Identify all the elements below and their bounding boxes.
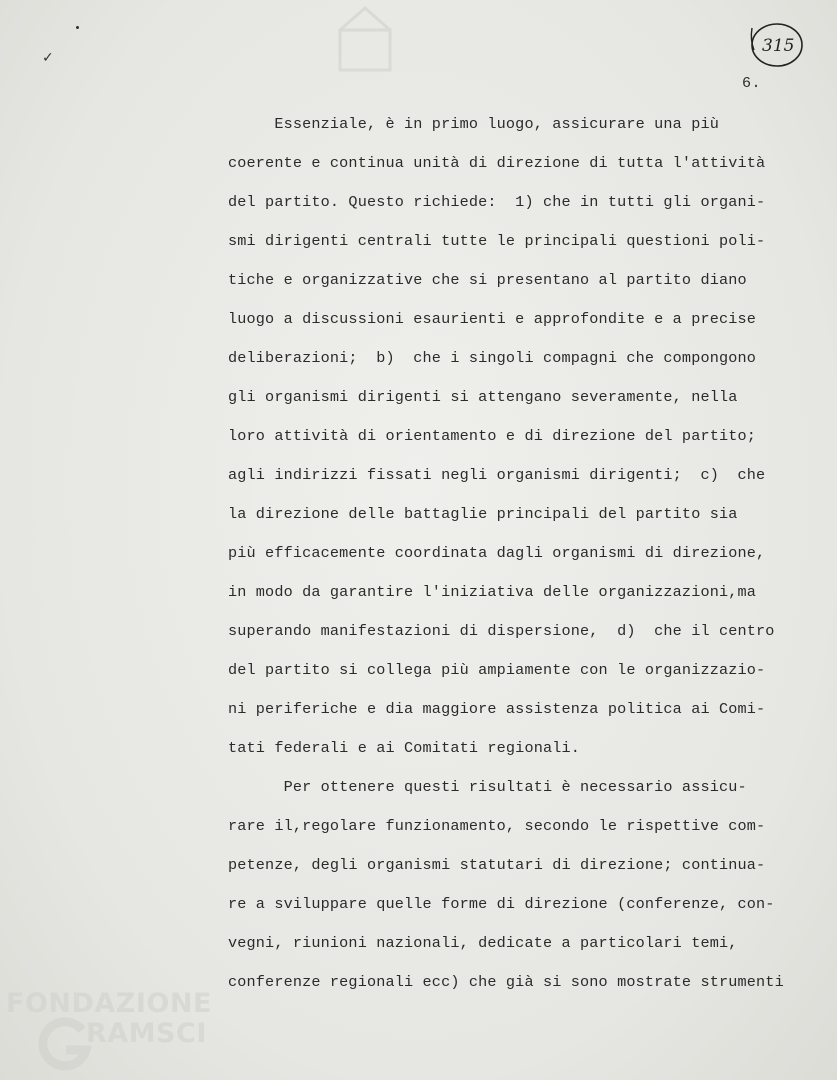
text-line: tiche e organizzative che si presentano al partito diano [228,271,747,289]
text-line: ni periferiche e dia maggiore assistenza politica ai Comi- [228,700,766,718]
text-line: del partito si collega più ampiamente con le organizzazio- [228,661,766,679]
faint-emblem-icon [330,0,400,80]
text-line: petenze, degli organismi statutari di direzione; continua- [228,856,766,874]
text-line: gli organismi dirigenti si attengano severamente, nella [228,388,738,406]
text-line: la direzione delle battaglie principali del partito sia [228,505,738,523]
gramsci-g-logo-icon [36,1016,92,1072]
watermark-line2: RAMSCI [86,1018,207,1049]
text-line: superando manifestazioni di dispersione, d) che il centro [228,622,775,640]
text-line: deliberazioni; b) che i singoli compagni che compongono [228,349,757,367]
text-line: coerente e continua unità di direzione di tutta l'attività [228,154,766,172]
text-line: loro attività di orientamento e di direzione del partito; [228,427,757,445]
text-line: Essenziale, è in primo luogo, assicurare una più [228,115,719,133]
archive-number-stamp [746,20,804,72]
text-line: del partito. Questo richiede: 1) che in tutti gli organi- [228,193,766,211]
text-line: luogo a discussioni esaurienti e approfondite e a precise [228,310,757,328]
watermark-line1: FONDAZIONE [6,988,212,1019]
text-line: agli indirizzi fissati negli organismi dirigenti; c) che [228,466,766,484]
page-number: 6. [742,75,762,92]
text-line: tati federali e ai Comitati regionali. [228,739,581,757]
text-line: rare il,regolare funzionamento, secondo le rispettive com- [228,817,766,835]
text-line: in modo da garantire l'iniziativa delle organizzazioni,ma [228,583,757,601]
text-line: conferenze regionali ecc) che già si sono mostrate strumenti [228,973,784,991]
text-line: re a sviluppare quelle forme di direzione (conferenze, con- [228,895,775,913]
text-line: più efficacemente coordinata dagli organismi di direzione, [228,544,766,562]
fondazione-gramsci-watermark [2,988,222,1072]
text-line: Per ottenere questi risultati è necessario assicu- [228,778,747,796]
check-mark-icon: ✓ [42,50,54,66]
text-line: smi dirigenti centrali tutte le principali questioni poli- [228,232,766,250]
archive-number: 315 [762,36,795,56]
ink-dot-mark [76,26,79,29]
text-line: vegni, riunioni nazionali, dedicate a particolari temi, [228,934,738,952]
